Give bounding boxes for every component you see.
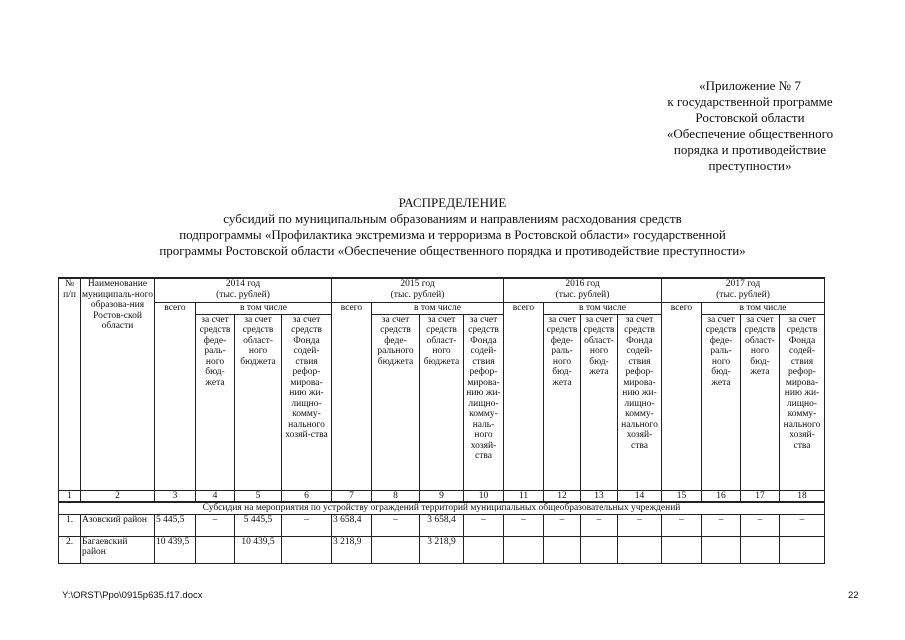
header-federal-budget: за счет средств феде-раль-ного бюд-жета [196, 314, 235, 490]
row-number: 1. [59, 514, 81, 536]
document-title: РАСПРЕДЕЛЕНИЕ [398, 195, 507, 210]
appendix-line: преступности» [708, 158, 792, 173]
column-number: 5 [235, 490, 282, 502]
column-number: 3 [155, 490, 196, 502]
appendix-line: «Обеспечение общественного [666, 126, 834, 141]
value-cell: – [581, 514, 618, 536]
heading-line: субсидий по муниципальным образованиям и направлениям расходования средств [223, 211, 682, 226]
value-cell: – [196, 514, 235, 536]
header-including: в том числе [702, 302, 825, 314]
year-label: 2014 год [225, 279, 261, 289]
value-cell: – [464, 514, 504, 536]
value-cell [196, 536, 235, 563]
appendix-line: порядка и противодействие [673, 142, 827, 157]
document-heading [40, 195, 865, 259]
column-number: 16 [702, 490, 741, 502]
header-housing-fund: за счет средств Фонда содей-ствия рефор-мирова-нию жи-лищно-комму-наль-ного хозяй-ства [464, 314, 504, 490]
value-cell: 3 658,4 [420, 514, 464, 536]
header-including: в том числе [196, 302, 332, 314]
value-cell [702, 536, 741, 563]
header-number: № п/п [59, 278, 81, 490]
value-cell: 3 658,4 [332, 514, 372, 536]
header-total: всего [662, 302, 702, 490]
column-number: 9 [420, 490, 464, 502]
year-units: (тыс. рублей) [390, 289, 445, 300]
value-cell [741, 536, 780, 563]
value-cell: – [780, 514, 825, 536]
column-number: 15 [662, 490, 702, 502]
header-federal-budget: за счет средств феде-раль-ного бюд-жета [544, 314, 581, 490]
header-including: в том числе [544, 302, 662, 314]
value-cell: – [618, 514, 662, 536]
column-number: 11 [504, 490, 544, 502]
column-number: 1 [59, 490, 81, 502]
column-number: 13 [581, 490, 618, 502]
header-regional-budget: за счет средств област-ного бюд-жета [581, 314, 618, 490]
value-cell [780, 536, 825, 563]
value-cell [581, 536, 618, 563]
value-cell: – [544, 514, 581, 536]
year-label: 2015 год [400, 279, 435, 289]
heading-line: программы Ростовской области «Обеспечение общественного порядка и противодействие преступности» [159, 243, 746, 258]
section-title: Субсидия на мероприятия по устройству ограждений территорий муниципальных общеобразовательных учреждений [59, 502, 825, 514]
year-units: (тыс. рублей) [716, 289, 770, 300]
value-cell [282, 536, 332, 563]
column-number: 10 [464, 490, 504, 502]
column-number: 14 [618, 490, 662, 502]
municipality-name: Азовский район [81, 514, 155, 536]
header-year-2016 [504, 278, 662, 302]
value-cell [504, 536, 544, 563]
header-federal-budget: за счет средств феде-раль-ного бюд-жета [702, 314, 741, 490]
column-number: 7 [332, 490, 372, 502]
appendix-line: Ростовской области [695, 110, 805, 125]
value-cell: – [741, 514, 780, 536]
column-number: 18 [780, 490, 825, 502]
year-units: (тыс. рублей) [216, 289, 270, 300]
appendix-line: «Приложение № 7 [699, 78, 801, 93]
value-cell: 10 439,5 [155, 536, 196, 563]
value-cell: – [282, 514, 332, 536]
value-cell: 5 445,5 [155, 514, 196, 536]
value-cell: 3 218,9 [420, 536, 464, 563]
value-cell: – [702, 514, 741, 536]
header-year-2014 [155, 278, 332, 302]
header-total: всего [332, 302, 372, 490]
year-label: 2016 год [565, 279, 600, 289]
column-number: 12 [544, 490, 581, 502]
value-cell [618, 536, 662, 563]
column-number: 2 [81, 490, 155, 502]
value-cell [372, 536, 420, 563]
row-number: 2. [59, 536, 81, 563]
header-housing-fund: за счет средств Фонда содей-ствия рефор-мирова-нию жи-лищно-комму-нального хозяй-ства [282, 314, 332, 490]
column-number: 8 [372, 490, 420, 502]
header-total: всего [504, 302, 544, 490]
value-cell: – [662, 514, 702, 536]
value-cell: – [372, 514, 420, 536]
appendix-block [640, 78, 860, 174]
header-federal-budget: за счет средств феде-рального бюджета [372, 314, 420, 490]
table-row [59, 514, 825, 536]
appendix-line: к государственной программе [667, 94, 833, 109]
header-including: в том числе [372, 302, 504, 314]
value-cell: 10 439,5 [235, 536, 282, 563]
value-cell [464, 536, 504, 563]
column-number: 6 [282, 490, 332, 502]
column-number: 17 [741, 490, 780, 502]
header-housing-fund: за счет средств Фонда содей-ствия рефор-мирова-нию жи-лищно-комму-нального хозяй-ства [780, 314, 825, 490]
header-regional-budget: за счет средств област-ного бюджета [235, 314, 282, 490]
value-cell: 3 218,9 [332, 536, 372, 563]
municipality-name: Багаевский район [81, 536, 155, 563]
header-regional-budget: за счет средств област-ного бюджета [420, 314, 464, 490]
value-cell [544, 536, 581, 563]
header-housing-fund: за счет средств Фонда содей-ствия рефор-мирова-нию жи-лищно-комму-нального хозяй-ства [618, 314, 662, 490]
file-path: Y:\ORST\Ppo\0915p635.f17.docx [62, 590, 203, 601]
column-number: 4 [196, 490, 235, 502]
header-municipality: Наименование муниципаль-ного образова-ния Ростов-ской области [81, 278, 155, 490]
header-year-2017 [662, 278, 825, 302]
heading-line: подпрограммы «Профилактика экстремизма и терроризма в Ростовской области» государственной [179, 227, 726, 242]
page-number: 22 [848, 590, 859, 601]
value-cell: – [504, 514, 544, 536]
table-row [59, 536, 825, 563]
column-number-row [59, 490, 825, 502]
header-regional-budget: за счет средств област-ного бюд-жета [741, 314, 780, 490]
distribution-table [58, 277, 825, 564]
header-year-2015 [332, 278, 504, 302]
year-label: 2017 год [725, 279, 761, 289]
year-units: (тыс. рублей) [555, 289, 610, 300]
header-total: всего [155, 302, 196, 490]
value-cell [662, 536, 702, 563]
value-cell: 5 445,5 [235, 514, 282, 536]
